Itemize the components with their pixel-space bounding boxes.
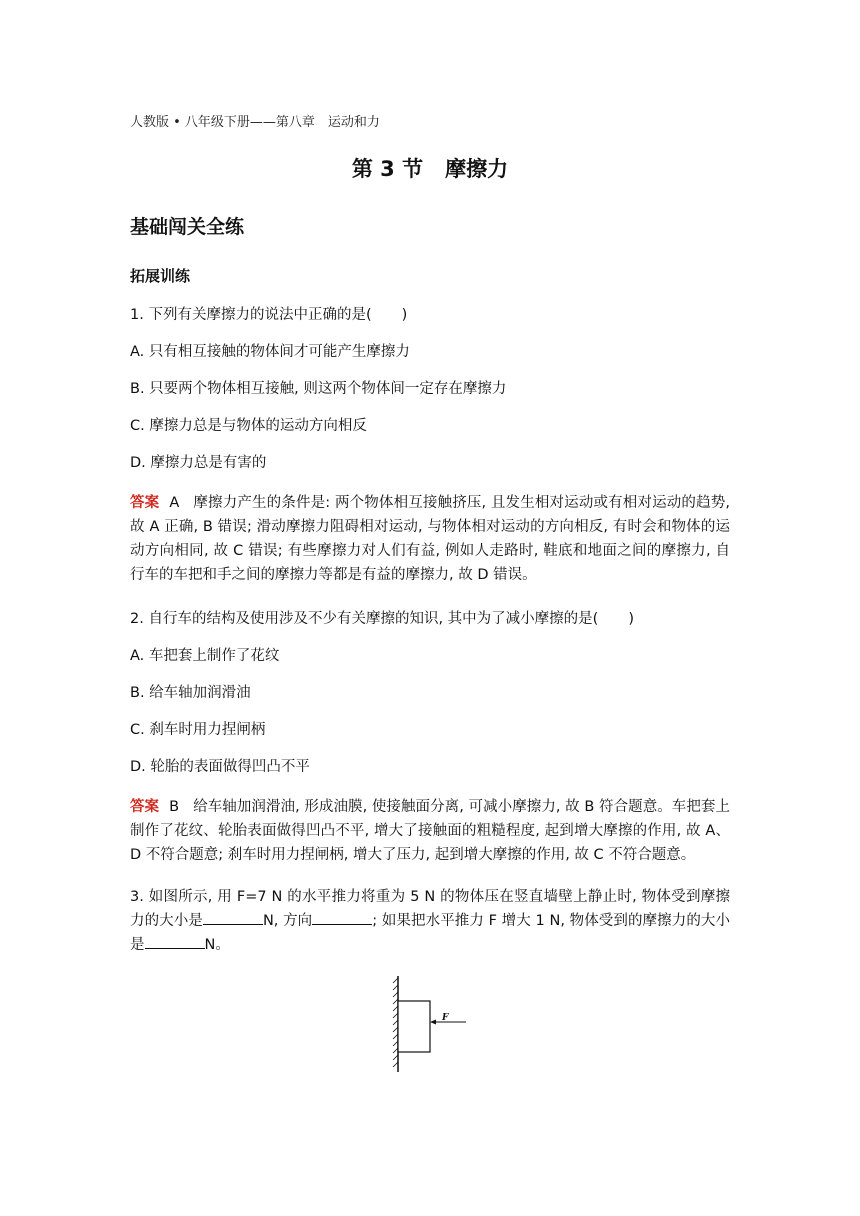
page-title <box>0 153 860 183</box>
answer-letter: B <box>169 799 180 815</box>
answer-label: 答案 <box>130 495 160 511</box>
q3-stem: 3. 如图所示, 用 F=7 N 的水平推力将重为 5 N 的物体压在竖直墙壁上静止时, 物体受到摩擦力的大小是 N, 方向 ; 如果把水平推力 F 增大 1 N, 物体受到的摩擦力的大小是 N。 <box>130 889 730 953</box>
section-topic: 摩擦力 <box>445 157 509 181</box>
answer-explanation: 给车轴加润滑油, 形成油膜, 使接触面分离, 可减小摩擦力, 故 B 符合题意。车把套上制作了花纹、轮胎表面做得凹凸不平, 增大了接触面的粗糙程度, 起到增大摩擦的作用, 故 A、D 不符合题意; 刹车时用力捏闸柄, 增大了压力, 起到增大摩擦的作用, 故 C 不符合题意。 <box>130 799 730 863</box>
q2-option-a: A. 车把套上制作了花纹 <box>130 648 280 664</box>
q1-option-b: B. 只要两个物体相互接触, 则这两个物体间一定存在摩擦力 <box>130 381 507 397</box>
q1-option-d: D. 摩擦力总是有害的 <box>130 455 267 471</box>
q2-answer <box>130 795 730 867</box>
q2-option-b: B. 给车轴加润滑油 <box>130 685 251 701</box>
force-label: F <box>442 1013 449 1023</box>
q2-option-d: D. 轮胎的表面做得凹凸不平 <box>130 759 310 775</box>
q2-stem: 2. 自行车的结构及使用涉及不少有关摩擦的知识, 其中为了减小摩擦的是( ) <box>130 611 634 627</box>
q2-option-c: C. 刹车时用力捏闸柄 <box>130 722 266 738</box>
q1-option-c: C. 摩擦力总是与物体的运动方向相反 <box>130 418 367 434</box>
q1-option-a: A. 只有相互接触的物体间才可能产生摩擦力 <box>130 344 410 360</box>
sub-heading: 拓展训练 <box>130 267 191 285</box>
q3-blank-2[interactable] <box>312 910 372 925</box>
section-number: 第 3 节 <box>351 157 424 181</box>
wall-block-figure <box>390 974 480 1076</box>
block <box>398 1001 430 1052</box>
q3-blank-3[interactable] <box>145 934 205 949</box>
answer-letter: A <box>169 495 180 511</box>
q1-answer <box>130 491 730 587</box>
answer-label: 答案 <box>130 799 160 815</box>
q1-stem: 1. 下列有关摩擦力的说法中正确的是( ) <box>130 307 408 323</box>
force-arrow-head <box>430 1020 436 1025</box>
q3-blank-1[interactable] <box>203 910 263 925</box>
answer-explanation: 摩擦力产生的条件是: 两个物体相互接触挤压, 且发生相对运动或有相对运动的趋势, 故 A 正确, B 错误; 滑动摩擦力阻碍相对运动, 与物体相对运动的方向相反, 有时会和物体的运动方向相同, 故 C 错误; 有些摩擦力对人们有益, 例如人走路时, 鞋底和地面之间的摩擦力, 自行车的车把和手之间的摩擦力等都是有益的摩擦力, 故 D 错误。 <box>130 495 730 583</box>
main-heading: 基础闯关全练 <box>130 216 245 238</box>
running-header: 人教版 • 八年级下册——第八章 运动和力 <box>130 115 380 130</box>
